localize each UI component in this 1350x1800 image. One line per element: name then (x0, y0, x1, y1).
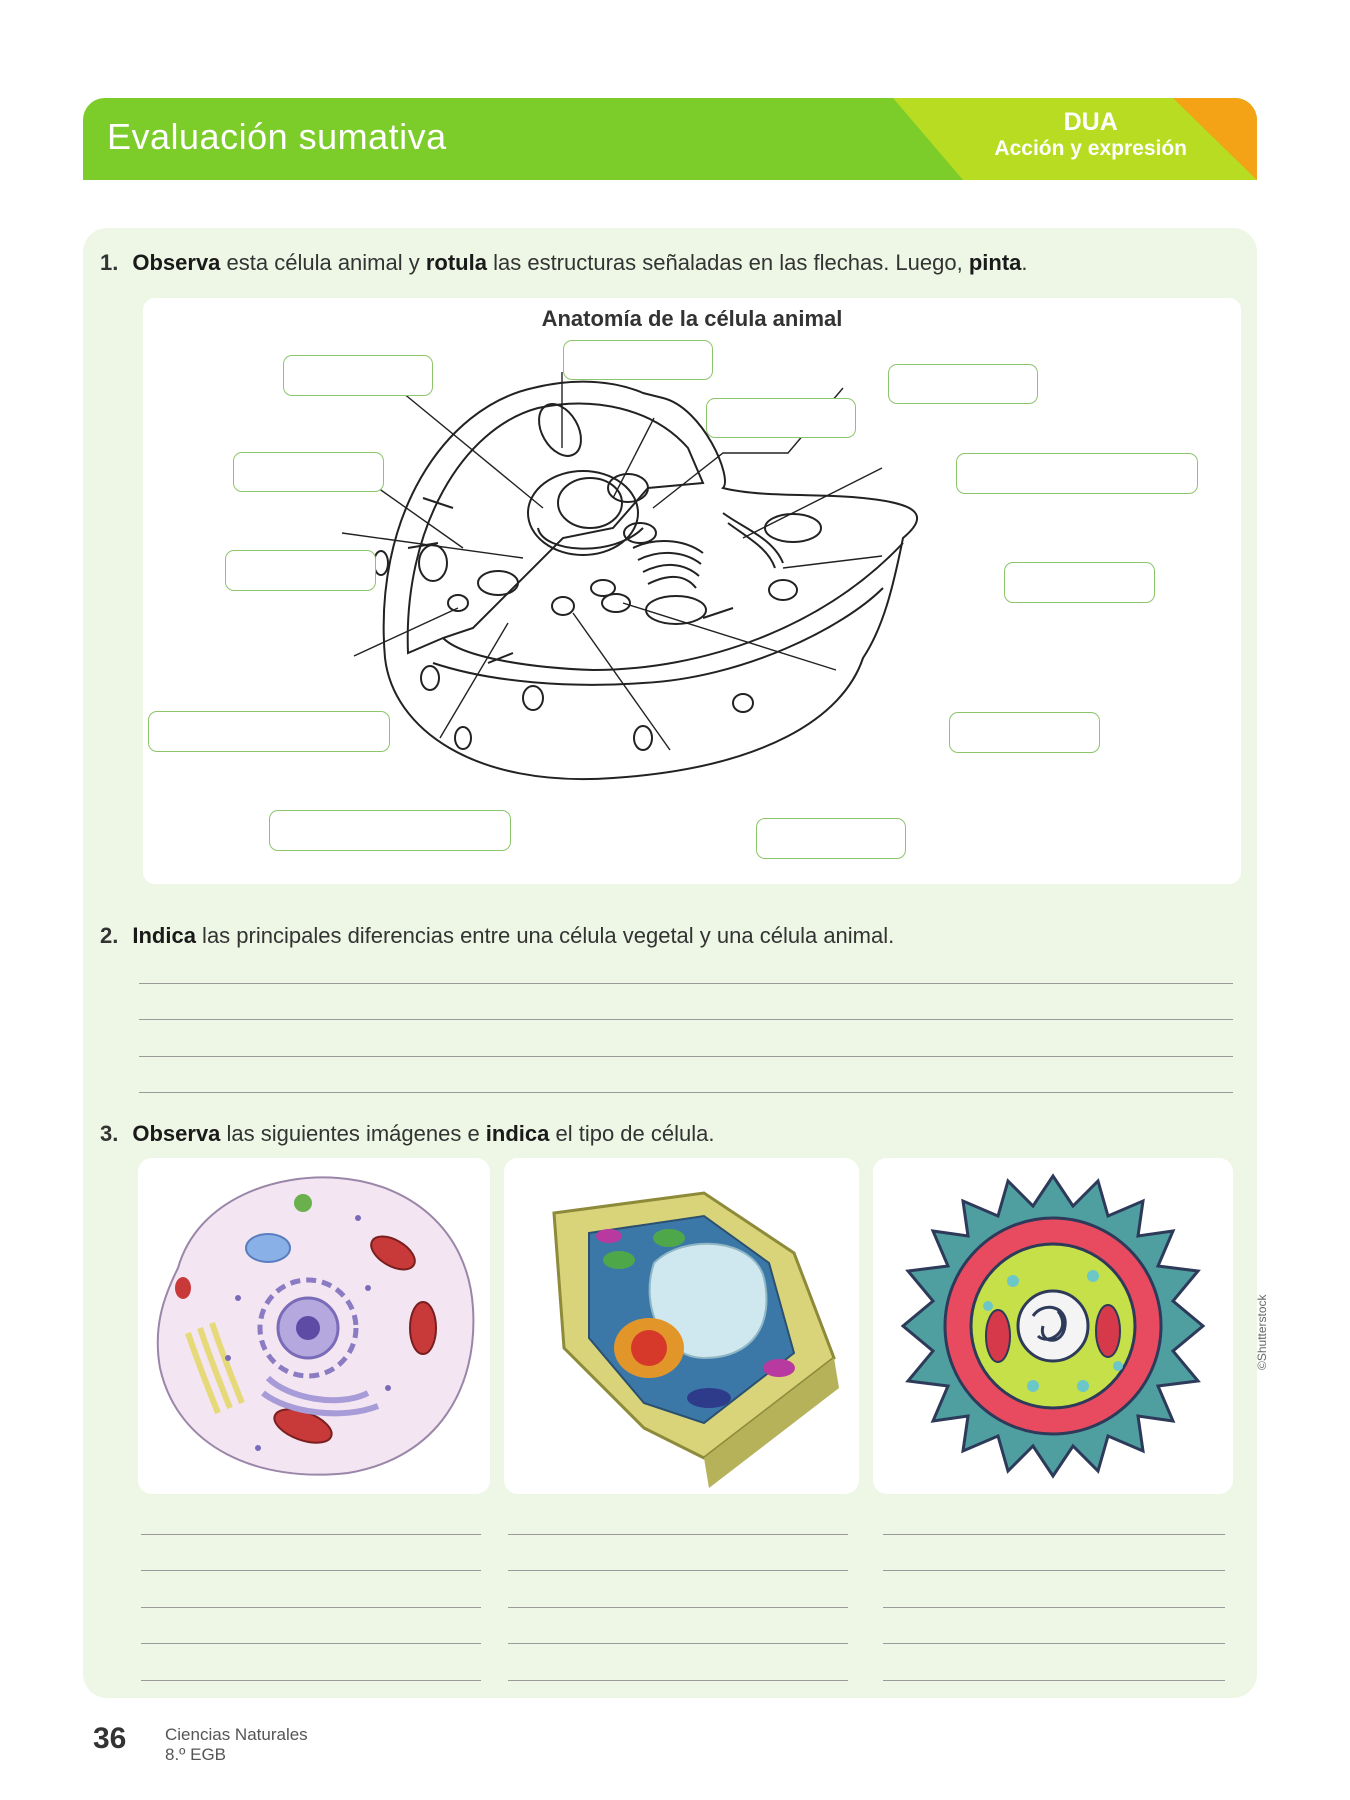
label-box-7[interactable] (225, 550, 376, 591)
label-box-4[interactable] (888, 364, 1038, 404)
dua-subtitle: Acción y expresión (994, 137, 1187, 160)
answer-line[interactable] (139, 1092, 1233, 1093)
answer-line-col-3[interactable] (883, 1534, 1225, 1535)
label-box-1[interactable] (283, 355, 433, 396)
photo-credit: ©Shutterstock (1255, 1294, 1269, 1370)
q3-text-2: el tipo de célula. (549, 1121, 715, 1146)
question-number: 2. (100, 923, 119, 948)
answer-line[interactable] (139, 1019, 1233, 1020)
dua-badge (994, 108, 1187, 161)
page-number: 36 (93, 1722, 127, 1755)
answer-line-col-2[interactable] (508, 1607, 848, 1608)
answer-line-col-1[interactable] (141, 1534, 481, 1535)
label-box-12[interactable] (756, 818, 906, 859)
diagram-title: Anatomía de la célula animal (541, 306, 843, 331)
cell-image-card-2 (504, 1158, 859, 1494)
evaluation-panel (83, 228, 1257, 1698)
q2-verb-indica: Indica (132, 923, 196, 948)
question-1 (100, 250, 1028, 276)
stylised-cell-illustration (873, 1158, 1233, 1494)
label-box-3[interactable] (706, 398, 856, 438)
answer-line-col-3[interactable] (883, 1643, 1225, 1644)
answer-line-col-2[interactable] (508, 1534, 848, 1535)
q3-text-1: las siguientes imágenes e (220, 1121, 486, 1146)
cell-image-card-1 (138, 1158, 490, 1494)
answer-line-col-3[interactable] (883, 1680, 1225, 1681)
grade-level: 8.º EGB (165, 1745, 227, 1764)
answer-line-col-2[interactable] (508, 1643, 848, 1644)
question-number: 3. (100, 1121, 119, 1146)
label-box-8[interactable] (1004, 562, 1155, 603)
q1-text-3: . (1021, 250, 1028, 275)
question-number: 1. (100, 250, 119, 275)
answer-line[interactable] (139, 983, 1233, 984)
answer-line-col-2[interactable] (508, 1570, 848, 1571)
question-2 (100, 923, 894, 949)
animal-cell-diagram (143, 298, 1241, 884)
q1-verb-pinta: pinta (968, 250, 1022, 275)
label-box-11[interactable] (269, 810, 511, 851)
subject-name: Ciencias Naturales (165, 1725, 308, 1744)
answer-line-col-3[interactable] (883, 1607, 1225, 1608)
label-box-6[interactable] (956, 453, 1198, 494)
answer-line-col-1[interactable] (141, 1607, 481, 1608)
q1-text-1: esta célula animal y (220, 250, 426, 275)
animal-cell-illustration (138, 1158, 490, 1494)
q1-verb-observa: Observa (132, 250, 221, 275)
label-box-9[interactable] (148, 711, 390, 752)
question-3 (100, 1121, 714, 1147)
q1-text-2: las estructuras señaladas en las flechas. Luego, (486, 250, 969, 275)
plant-cell-illustration (504, 1158, 859, 1494)
q2-text-1: las principales diferencias entre una célula vegetal y una célula animal. (195, 923, 895, 948)
section-header (83, 98, 1257, 180)
label-box-5[interactable] (233, 452, 384, 492)
label-box-10[interactable] (949, 712, 1100, 753)
q3-verb-indica: indica (485, 1121, 550, 1146)
answer-line-col-1[interactable] (141, 1570, 481, 1571)
label-box-2[interactable] (563, 340, 713, 380)
answer-line-col-1[interactable] (141, 1643, 481, 1644)
cell-image-card-3 (873, 1158, 1233, 1494)
footer-subject (165, 1725, 308, 1765)
answer-line-col-2[interactable] (508, 1680, 848, 1681)
q3-verb-observa: Observa (132, 1121, 221, 1146)
answer-line-col-1[interactable] (141, 1680, 481, 1681)
dua-title: DUA (1063, 108, 1118, 136)
page-title: Evaluación sumativa (107, 116, 447, 157)
header-bar (83, 98, 1257, 180)
q1-verb-rotula: rotula (425, 250, 487, 275)
answer-line-col-3[interactable] (883, 1570, 1225, 1571)
answer-line[interactable] (139, 1056, 1233, 1057)
